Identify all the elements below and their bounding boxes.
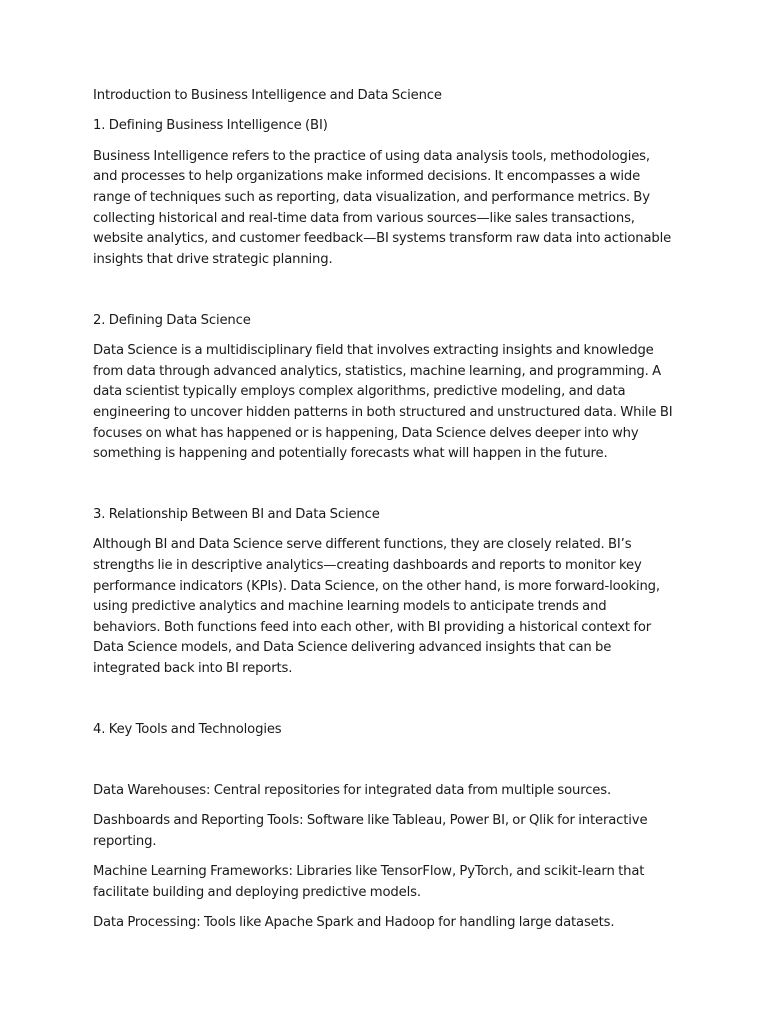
section-body-data-science: Data Science is a multidisciplinary field that involves extracting insights and knowledge from data through advanced analytics, statistics, machine learning, and programming. A data scientist typically employs complex algorithms, predictive modeling, and data engineering to uncover hidden patterns in both structured and unstructured data. While BI focuses on what has happened or is happening, Data Science delves deeper into why something is happening and potentially forecasts what will happen in the future. [93, 343, 673, 462]
tool-item-ml-frameworks: Machine Learning Frameworks: Libraries like TensorFlow, PyTorch, and scikit-learn that facilitate building and deploying predictive models. [93, 864, 645, 900]
section-spacer [93, 750, 677, 781]
tool-item-data-processing: Data Processing: Tools like Apache Spark and Hadoop for handling large datasets. [93, 915, 615, 931]
tool-item-dashboards: Dashboards and Reporting Tools: Software like Tableau, Power BI, or Qlik for interactive reporting. [93, 813, 648, 849]
section-heading-bi: 1. Defining Business Intelligence (BI) [93, 118, 328, 134]
document-title: Introduction to Business Intelligence and Data Science [93, 88, 442, 103]
tool-item-data-warehouses: Data Warehouses: Central repositories for integrated data from multiple sources. [93, 783, 612, 798]
section-spacer [93, 280, 677, 311]
section-heading-tools: 4. Key Tools and Technologies [93, 722, 282, 738]
section-body-relationship: Although BI and Data Science serve different functions, they are closely related. BI’s strengths lie in descriptive analytics—creating dashboards and reports to monitor key performance indicators (KPIs). Data Science, on the other hand, is more forward-looking, using predictive analytics and machine learning models to anticipate trends and behaviors. Both functions feed into each other, with BI providing a historical context for Data Science models, and Data Science delivering advanced insights that can be integrated back into BI reports. [93, 537, 660, 677]
section-body-bi: Business Intelligence refers to the practice of using data analysis tools, methodologies, and processes to help organizations make informed decisions. It encompasses a wide range of techniques such as reporting, data visualization, and performance metrics. By collecting historical and real-time data from various sources—like sales transactions, website analytics, and customer feedback—BI systems transform raw data into actionable insights that drive strategic planning. [93, 148, 672, 267]
section-spacer [93, 474, 677, 505]
section-heading-relationship: 3. Relationship Between BI and Data Science [93, 507, 380, 523]
section-heading-data-science: 2. Defining Data Science [93, 312, 251, 328]
document-page [93, 86, 677, 944]
section-spacer [93, 689, 677, 720]
